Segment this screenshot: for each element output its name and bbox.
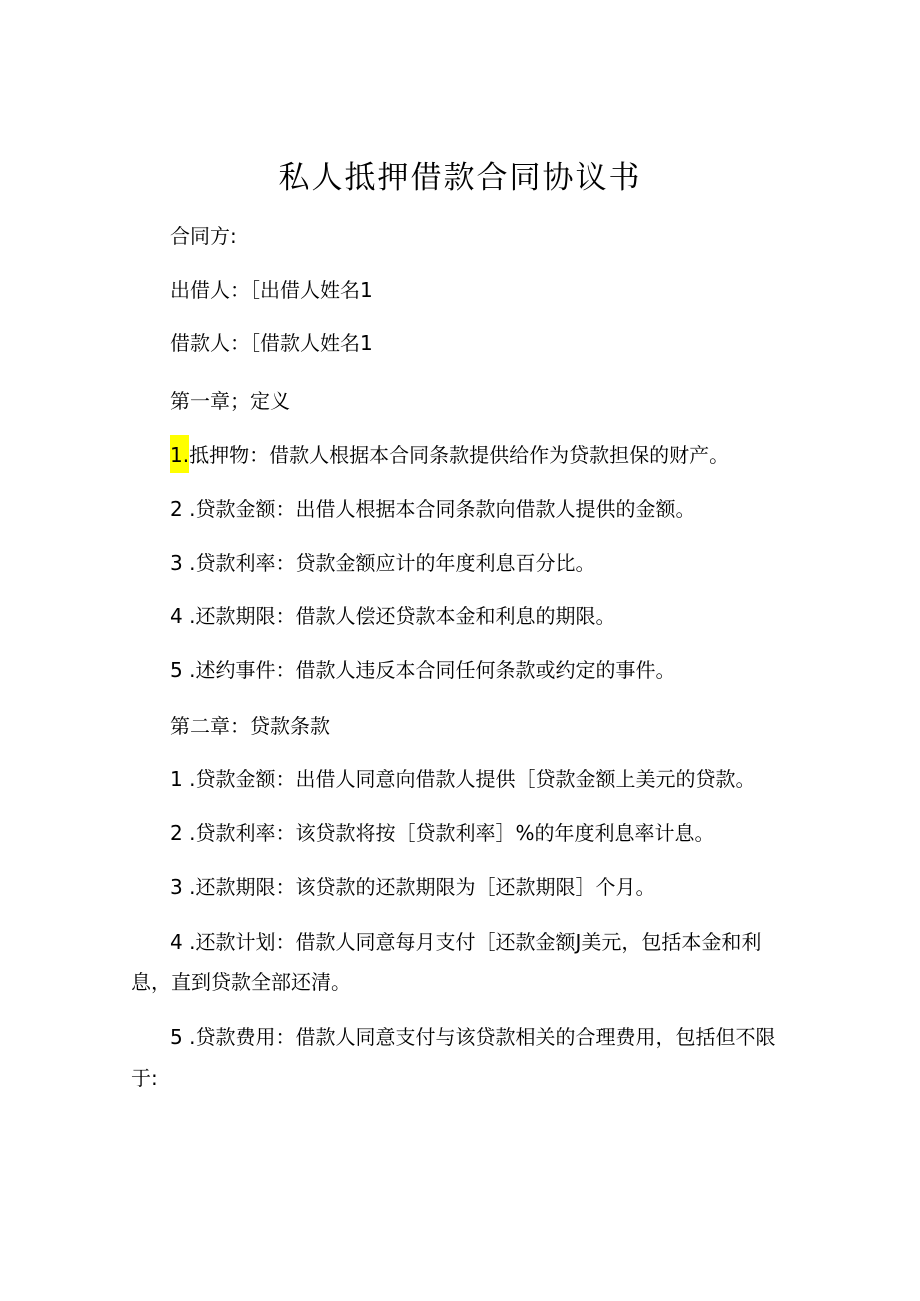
chapter2-item4-line1: 4 .还款计划：借款人同意每月支付［还款金额J美元，包括本金和利 <box>170 930 762 954</box>
borrower-line: 借款人：［借款人姓名1 <box>170 331 373 355</box>
chapter1-heading: 第一章；定义 <box>170 389 290 413</box>
document-title: 私人抵押借款合同协议书 <box>278 160 642 196</box>
chapter1-item5: 5 .述约事件：借款人违反本合同任何条款或约定的事件。 <box>170 658 676 682</box>
chapter2-item4-line2: 息，直到贷款全部还清。 <box>131 970 351 994</box>
chapter2-item2: 2 .贷款利率：该贷款将按［贷款利率］%的年度利息率计息。 <box>170 821 715 845</box>
lender-line: 出借人：［出借人姓名1 <box>170 278 373 302</box>
chapter2-item1: 1 .贷款金额：出借人同意向借款人提供［贷款金额上美元的贷款。 <box>170 767 756 791</box>
chapter2-item3: 3 .还款期限：该贷款的还款期限为［还款期限］个月。 <box>170 875 656 899</box>
highlighted-item-number: 1. <box>170 435 189 473</box>
chapter1-item1-text: 抵押物：借款人根据本合同条款提供给作为贷款担保的财产。 <box>189 443 730 467</box>
chapter1-item4: 4 .还款期限：借款人偿还贷款本金和利息的期限。 <box>170 604 616 628</box>
parties-heading: 合同方: <box>170 224 237 248</box>
chapter1-item1 <box>170 441 729 469</box>
chapter2-item5-line1: 5 .贷款费用：借款人同意支付与该贷款相关的合理费用，包括但不限 <box>170 1025 776 1049</box>
chapter2-heading: 第二章：贷款条款 <box>170 714 330 738</box>
chapter2-item5-line2: 于: <box>131 1066 158 1090</box>
chapter1-item2: 2 .贷款金额：出借人根据本合同条款向借款人提供的金额。 <box>170 497 696 521</box>
chapter1-item3: 3 .贷款利率：贷款金额应计的年度利息百分比。 <box>170 551 596 575</box>
